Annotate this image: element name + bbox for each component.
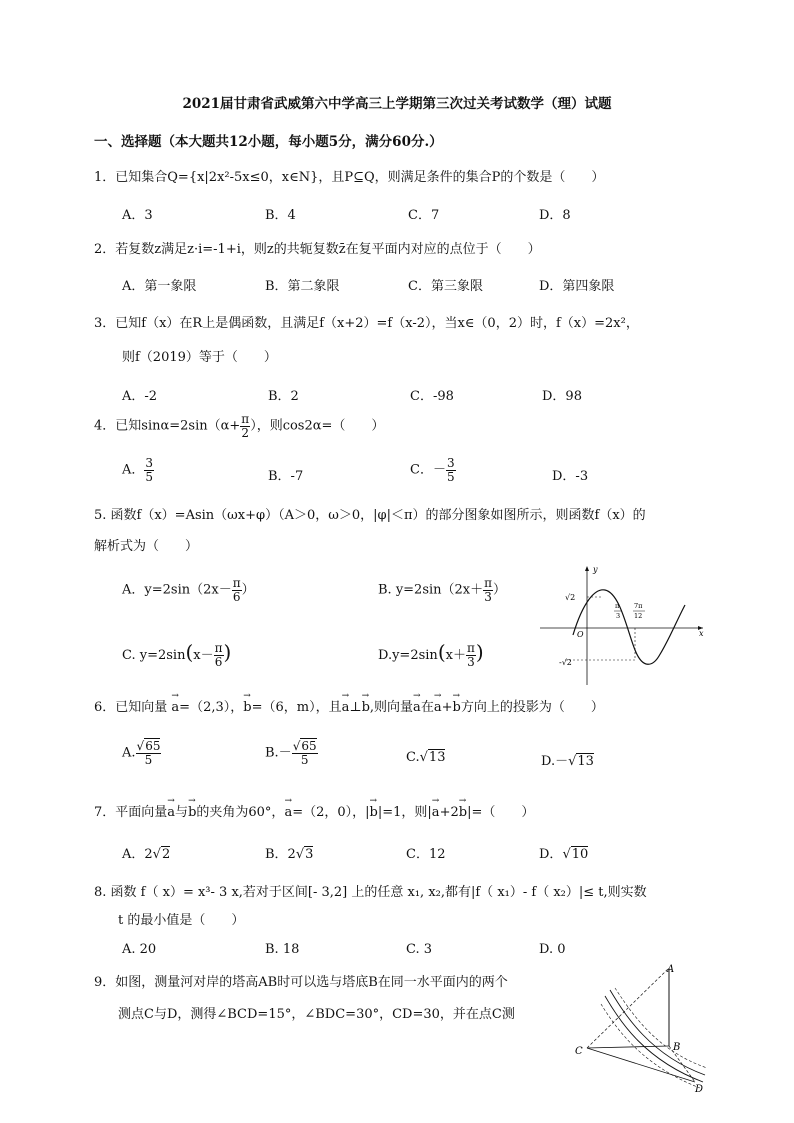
- point-c-label: C: [575, 1046, 583, 1057]
- section-heading: 一、选择题（本大题共12小题，每小题5分，满分60分.）: [94, 134, 443, 150]
- point-b-label: B: [673, 1042, 681, 1053]
- q1-stem: 1．已知集合Q={x|2x²-5x≤0，x∈N}，且P⊆Q，则满足条件的集合P的个数是（ ）: [94, 170, 605, 185]
- q4-option-b: B．-7: [268, 469, 304, 484]
- q1-option-d: D．8: [539, 208, 571, 223]
- q3-stem: 3．已知f（x）在R上是偶函数，且满足f（x+2）=f（x-2），当x∈（0，2）时，f（x）=2x²，: [94, 316, 639, 331]
- q8-option-a: A. 20: [122, 942, 157, 957]
- point-a-label: A: [667, 964, 675, 975]
- q3-option-a: A．-2: [122, 389, 158, 404]
- graph-y-label: y: [593, 565, 598, 574]
- q7-option-d: D．√10: [539, 847, 589, 862]
- graph-neg-root2-label: -√2: [559, 658, 572, 667]
- q8-option-c: C. 3: [406, 942, 433, 957]
- q6-stem: 6．已知向量 → a=（2,3），→ b=（6，m），且→ a⊥→ b,则向量→ a在→ a+→ b方向上的投影为（ ）: [94, 696, 604, 715]
- q9-stem-continued: 测点C与D，测得∠BCD=15°，∠BDC=30°，CD=30，并在点C测: [118, 1007, 515, 1022]
- q8-option-d: D. 0: [539, 942, 566, 957]
- q3-stem-continued: 则f（2019）等于（ ）: [122, 350, 277, 365]
- q7-option-c: C．12: [406, 847, 446, 862]
- q3-option-c: C．-98: [410, 389, 454, 404]
- q3-option-d: D．98: [542, 389, 582, 404]
- graph-root2-label: √2: [565, 593, 576, 602]
- tower-figure: [565, 960, 715, 1095]
- exam-title: 2021届甘肃省武威第六中学高三上学期第三次过关考试数学（理）试题: [182, 96, 612, 112]
- q2-option-a: A．第一象限: [122, 279, 197, 294]
- point-d-label: D: [695, 1084, 704, 1095]
- q2-option-c: C．第三象限: [408, 279, 483, 294]
- q7-option-a: A．2√2: [122, 847, 171, 862]
- q5-option-c: C. y=2sin(x－ $\frac{\pi}{6}$ ): [122, 640, 232, 669]
- q5-option-b: B. y=2sin（2x＋ $\frac{\pi}{3}$ ）: [378, 576, 507, 604]
- q2-option-d: D．第四象限: [539, 279, 615, 294]
- q3-option-b: B．2: [268, 389, 299, 404]
- graph-three-label: 3: [616, 612, 621, 620]
- q6-option-a: A. $\frac{√65}{5}$: [122, 739, 161, 767]
- q9-stem: 9．如图，测量河对岸的塔高AB时可以选与塔底B在同一水平面内的两个: [94, 975, 508, 990]
- q7-stem: 7．平面向量→ a与→ b的夹角为60°，→ a=（2，0），|→ b|=1，则|→ a+2→ b|=（ ）: [94, 801, 534, 820]
- q8-stem-continued: t 的最小值是（ ）: [118, 913, 245, 928]
- q5-option-d: D.y=2sin(x＋ $\frac{\pi}{3}$ ): [378, 640, 484, 669]
- graph-12-label: 12: [634, 612, 643, 620]
- graph-x-label: x: [699, 629, 704, 638]
- q4-option-c: C．－ $\frac{3}{5}$: [410, 456, 455, 484]
- q6-option-b: B.－ $\frac{√65}{5}$: [265, 739, 317, 767]
- graph-pi-label: π: [615, 602, 620, 610]
- sine-graph-figure: [535, 560, 715, 690]
- q2-option-b: B．第二象限: [265, 279, 340, 294]
- graph-7pi-label: 7π: [634, 602, 643, 610]
- q6-option-d: D.－√13: [541, 754, 594, 769]
- q5-stem: 5. 函数f（x）=Asin（ωx+φ）（A＞0，ω＞0，|φ|＜π）的部分图象如图所示，则函数f（x）的: [94, 508, 646, 523]
- q4-option-d: D．-3: [552, 469, 589, 484]
- q5-option-a: A．y=2sin（2x－ $\frac{\pi}{6}$ ）: [122, 576, 255, 604]
- q1-option-c: C．7: [408, 208, 440, 223]
- q4-option-a: A． $\frac{3}{5}$: [122, 456, 154, 484]
- q6-option-c: C.√13: [406, 750, 446, 765]
- q5-stem-continued: 解析式为（ ）: [94, 539, 199, 554]
- q7-option-b: B．2√3: [265, 847, 314, 862]
- q8-stem: 8. 函数 f（ x）= x³- 3 x,若对于区间[- 3,2] 上的任意 x₁, x₂,都有|f（ x₁）- f（ x₂）|≤ t,则实数: [94, 885, 647, 900]
- q2-stem: 2．若复数z满足z·i=-1+i，则z的共轭复数z̄在复平面内对应的点位于（ ）: [94, 242, 541, 257]
- q8-option-b: B. 18: [265, 942, 300, 957]
- graph-origin-label: O: [577, 630, 584, 639]
- q1-option-a: A．3: [122, 208, 153, 223]
- q1-option-b: B．4: [265, 208, 296, 223]
- q4-stem: 4．已知sinα=2sin（α+ $\frac{\pi}{2}$ ），则cos2α=（ ）: [94, 412, 385, 440]
